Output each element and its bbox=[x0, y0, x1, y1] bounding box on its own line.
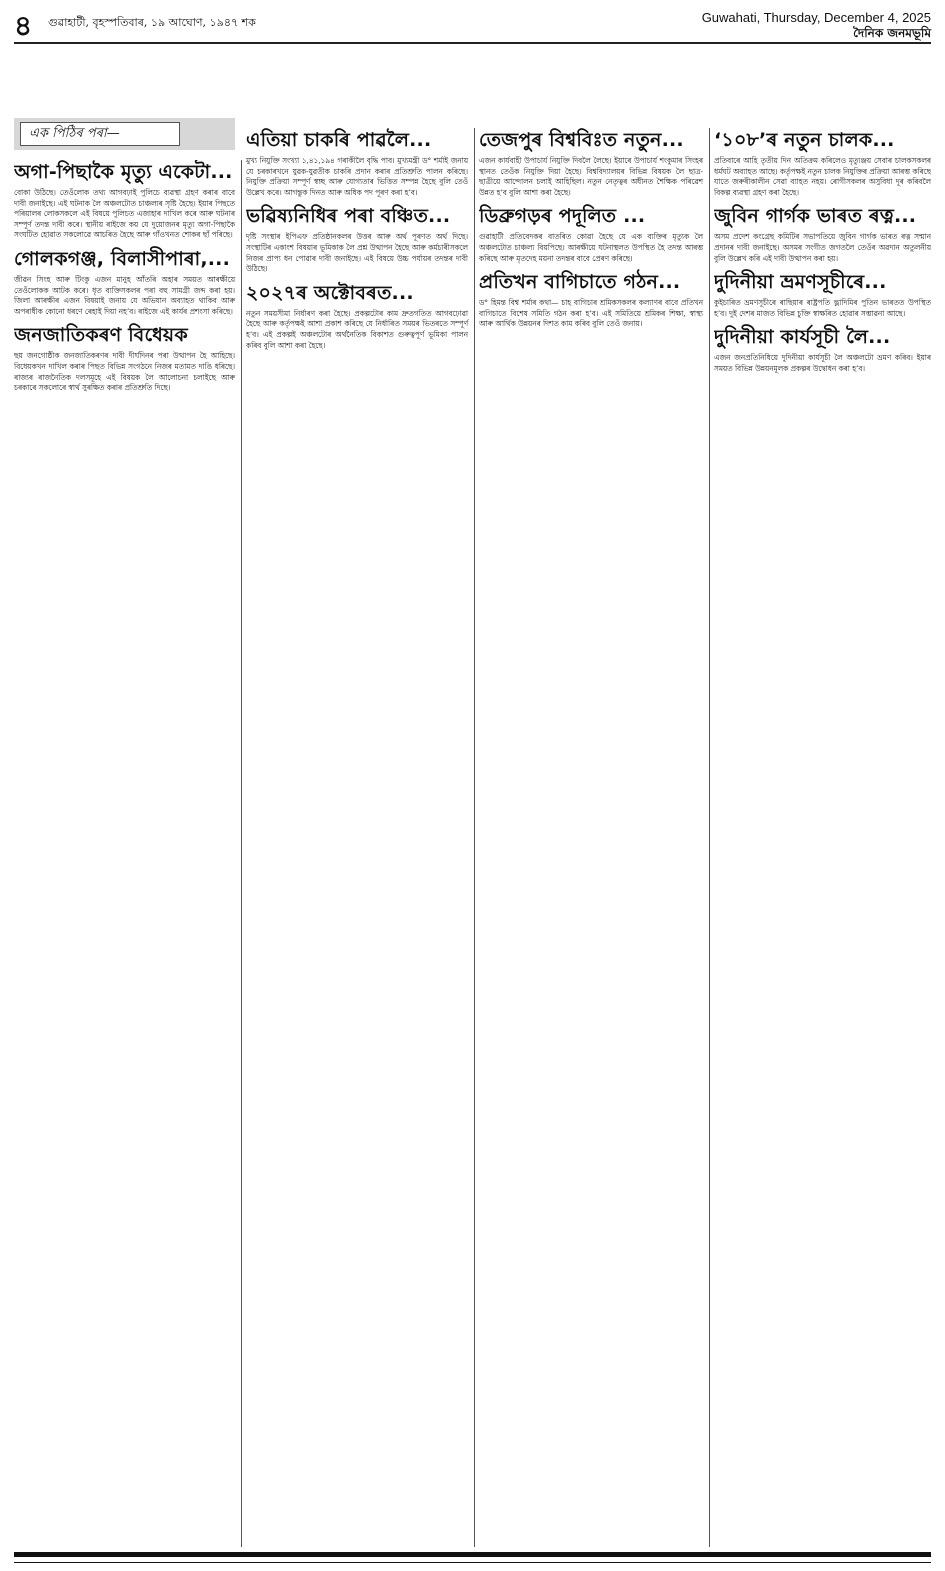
article bbox=[14, 160, 235, 241]
article-headline[interactable]: ভৱিষ্যনিধিৰ পৰা বঞ্চিত... bbox=[246, 205, 451, 228]
article bbox=[714, 204, 931, 264]
article bbox=[479, 128, 703, 198]
article bbox=[714, 128, 931, 198]
column-1 bbox=[14, 160, 242, 1547]
article-body: গুৱাহাটী প্ৰতিবেদকৰ বাতৰিত কোৱা হৈছে যে এক ব্যক্তিৰ মৃত্যুক লৈ অঞ্চলটোত চাঞ্চল্য বিয়পিছে। আৰক্ষীয়ে ঘটনাস্থলত উপস্থিত হৈ তদন্ত আৰম্ভ কৰিছে আৰু মৃতদেহ ময়না তদন্তৰ বাবে প্ৰেৰণ কৰিছে। bbox=[479, 232, 703, 263]
article-headline[interactable]: দুদিনীয়া কাৰ্যসূচী লৈ... bbox=[714, 326, 891, 349]
right-dateline: Guwahati, Thursday, December 4, 2025 bbox=[701, 10, 931, 25]
article bbox=[246, 204, 468, 274]
article-headline[interactable]: এতিয়া চাকৰি পাৱলৈ... bbox=[246, 129, 432, 151]
footer-rule-thin bbox=[14, 1562, 931, 1563]
footer-rule bbox=[14, 1552, 931, 1557]
section-tag-band bbox=[14, 118, 235, 152]
article-body: দৃষ্টি সংস্থাৰ ইপিএফ প্ৰতিষ্ঠানকলৰ উত্তৰ আৰু অৰ্থ পূৰণত অৰ্থ দিছে। সংস্থাটিৰ একাংশ বিষয়াৰ ভূমিকাক লৈ প্ৰশ্ন উত্থাপন হৈছে আৰু কৰ্মচাৰীসকলে নিজৰ প্ৰাপ্য ধন পোৱাৰ দাবী জনাইছে। এই বিষয়ে উচ্চ পৰ্যায়ৰ তদন্তৰ দাবী উঠিছে। bbox=[246, 232, 468, 274]
article-headline[interactable]: তেজপুৰ বিশ্ববিঃত নতুন... bbox=[479, 129, 684, 151]
article bbox=[246, 281, 468, 351]
article bbox=[14, 247, 235, 317]
page-header bbox=[14, 4, 931, 40]
article-body: ছয় জনগোষ্ঠীক জনজাতিকৰণৰ দাবী দীৰ্ঘদিনৰ পৰা উত্থাপন হৈ আহিছে। বিধেয়কখন দাখিল কৰাৰ পিছত বিভিন্ন সংগঠনে নিজৰ মতামত দাঙি ধৰিছে। ৰাজ্যৰ ৰাজনৈতিক দলসমূহে এই বিষয়ক লৈ আলোচনা চলাইছে আৰু চৰকাৰে সকলোৰে স্বাৰ্থ সুৰক্ষিত কৰাৰ প্ৰতিশ্ৰুতি দিছে। bbox=[14, 351, 235, 393]
article-headline[interactable]: ‘১০৮’ৰ নতুন চালক... bbox=[714, 129, 895, 151]
article-headline[interactable]: দুদিনীয়া ভ্ৰমণসূচীৰে... bbox=[714, 271, 887, 294]
left-dateline: গুৱাহাটী, বৃহস্পতিবাৰ, ১৯ আঘোণ, ১৯৪৭ শক bbox=[48, 16, 256, 29]
article bbox=[246, 128, 468, 198]
article-headline[interactable]: গোলকগঞ্জ, বিলাসীপাৰা,... bbox=[14, 247, 230, 270]
page-number: ৪ bbox=[14, 9, 33, 42]
column-3 bbox=[479, 128, 710, 1547]
section-tag: এক পিঠিৰ পৰা— bbox=[20, 122, 180, 146]
newspaper-brand: দৈনিক জনমভূমি bbox=[853, 26, 931, 40]
article-body: প্ৰতিবাৰে আহি তৃতীয় দিন অতিক্ৰম কৰিলেও মৃত্যুঞ্জয় সেবাৰ চালকসকলৰ ধৰ্মঘট অব্যাহত আছে। কৰ্তৃপক্ষই নতুন চালক নিযুক্তিৰ প্ৰক্ৰিয়া আৰম্ভ কৰিছে যাতে জৰুৰীকালীন সেৱা ব্যাহত নহয়। ৰোগীসকলৰ অসুবিধা দূৰ কৰিবলৈ বিকল্প ব্যৱস্থা গ্ৰহণ কৰা হৈছে। bbox=[714, 156, 931, 197]
article-body: নতুন সময়সীমা নিৰ্ধাৰণ কৰা হৈছে। প্ৰকল্পটোৰ কাম দ্ৰুতগতিত আগবঢ়োৱা হৈছে আৰু কৰ্তৃপক্ষই আশা প্ৰকাশ কৰিছে যে নিৰ্ধাৰিত সময়ৰ ভিতৰতে সম্পূৰ্ণ হ’ব। এই প্ৰকল্পই অঞ্চলটোৰ অৰ্থনৈতিক বিকাশত গুৰুত্বপূৰ্ণ ভূমিকা পালন কৰিব বুলি আশা কৰা হৈছে। bbox=[246, 308, 468, 350]
article bbox=[479, 204, 703, 264]
article-body: এজন জনপ্ৰতিনিধিয়ে দুদিনীয়া কাৰ্যসূচী লৈ অঞ্চলটো ভ্ৰমণ কৰিব। ইয়াৰ সময়ত বিভিন্ন উন্নয়নমূলক প্ৰকল্পৰ উদ্বোধন কৰা হ’ব। bbox=[714, 353, 931, 373]
article bbox=[714, 325, 931, 374]
article-body: বোকা উঠিছে। তেওঁলোক তথ্য আগবঢ়াই পুলিচে ব্যৱস্থা গ্ৰহণ কৰাৰ বাবে দাবী জনাইছে। এই ঘটনাক লৈ অঞ্চলটোত চাঞ্চল্যৰ সৃষ্টি হৈছে। ইয়াৰ পিছতে পৰিয়ালৰ লোকসকলে এই বিষয়ে পুলিচত এজাহাৰ দাখিল কৰে আৰু ঘটনাৰ সম্পূৰ্ণ তদন্ত দাবী কৰে। স্থানীয় ৰাইজে কয় যে দুয়োজনৰ মৃত্যু অগা-পিছাকৈ সংঘটিত হোৱাত সকলোৱে আচৰিত হৈছে আৰু গাঁওখনত শোকৰ ছাঁ পৰিছে। bbox=[14, 188, 235, 240]
article bbox=[479, 270, 703, 330]
article-headline[interactable]: ২০২৭ৰ অক্টোবৰত... bbox=[246, 281, 414, 304]
article-body: অসম প্ৰদেশ কংগ্ৰেছ কমিটিৰ সভাপতিয়ে জুবিন গাৰ্গক ভাৰত ৰত্ন সন্মান প্ৰদানৰ দাবী জনাইছে। অসমৰ সংগীত জগতলৈ তেওঁৰ অৱদান অতুলনীয় বুলি উল্লেখ কৰি এই দাবী উত্থাপন কৰা হয়। bbox=[714, 232, 931, 263]
article bbox=[714, 270, 931, 319]
article-body: জীৱন সিংহ আৰু টিংকু এজন মানুহ আঁতৰি অহাৰ সময়ত আৰক্ষীয়ে তেওঁলোকক আটক কৰে। ধৃত ব্যক্তিসকলৰ পৰা বহু সামগ্ৰী জব্দ কৰা হয়। জিলা আৰক্ষীৰ এজন বিষয়াই জনায় যে অভিযান অব্যাহত থাকিব আৰু অপৰাধীক কোনো ধৰণে ৰেহাই দিয়া নহ’ব। ৰাইজে এই কাৰ্যৰ প্ৰশংসা কৰিছে। bbox=[14, 274, 235, 316]
article-body: এজন কাৰ্যবাহী উপাচাৰ্য নিযুক্তি দিবলৈ লৈছে। ইয়াৰে উপাচাৰ্য শংকুমাৰ সিংহৰ স্থানত তেওঁক নিযুক্তি দিয়া হৈছে। বিশ্ববিদ্যালয়ৰ বিভিন্ন বিষয়ক লৈ ছাত্ৰ-ছাত্ৰীয়ে আন্দোলন চলাই আহিছিল। নতুন নেতৃত্বৰ অধীনত শৈক্ষিক পৰিৱেশ উন্নত হ’ব বুলি আশা কৰা হৈছে। bbox=[479, 156, 703, 197]
column-4 bbox=[714, 128, 931, 1547]
column-2 bbox=[246, 128, 475, 1547]
article bbox=[14, 323, 235, 393]
article-headline[interactable]: জনজাতিকৰণ বিধেয়ক bbox=[14, 324, 188, 347]
article-body: মুখ্য নিযুক্তি সংখ্যা ১,৪১,১৯৪ গৰাকীলৈ বৃদ্ধি পাব। মুখ্যমন্ত্ৰী ড° শৰ্মাই জনায় যে চৰকাৰখনে যুৱক-যুৱতীক চাকৰি প্ৰদান কৰাৰ প্ৰতিশ্ৰুতি পালন কৰিছে। নিযুক্তি প্ৰক্ৰিয়া সম্পূৰ্ণ স্বচ্ছ আৰু যোগ্যতাৰ ভিত্তিত সম্পন্ন হৈছে বুলি তেওঁ উল্লেখ কৰে। আগন্তুক দিনত আৰু অধিক পদ পূৰণ কৰা হ’ব। bbox=[246, 156, 468, 197]
article-body: ড° হিমন্ত বিশ্ব শৰ্মাৰ কথা— চাহ বাগিচাৰ শ্ৰমিকসকলৰ কল্যাণৰ বাবে প্ৰতিখন বাগিচাতে বিশেষ সমিতি গঠন কৰা হ’ব। এই সমিতিয়ে শ্ৰমিকৰ শিক্ষা, স্বাস্থ্য আৰু আৰ্থিক উন্নয়নৰ দিশত কাম কৰিব বুলি তেওঁ জনায়। bbox=[479, 298, 703, 329]
article-headline[interactable]: জুবিন গাৰ্গক ভাৰত ৰত্ন... bbox=[714, 205, 917, 228]
article-headline[interactable]: ডিব্ৰুগড়ৰ পদূলিত ... bbox=[479, 205, 646, 228]
article-headline[interactable]: প্ৰতিখন বাগিচাতে গঠন... bbox=[479, 271, 681, 294]
article-body: কুইচাৰিত ভ্ৰমণসূচীৰে ৰাছিয়াৰ ৰাষ্ট্ৰপতি ভ্লাদিমিৰ পুতিন ভাৰতত উপস্থিত হ’ব। দুই দেশৰ মাজত বিভিন্ন চুক্তি স্বাক্ষৰিত হোৱাৰ সম্ভাৱনা আছে। bbox=[714, 298, 931, 318]
header-rule bbox=[14, 42, 931, 44]
article-headline[interactable]: অগা-পিছাকৈ মৃত্যু একেটা... bbox=[14, 161, 233, 183]
